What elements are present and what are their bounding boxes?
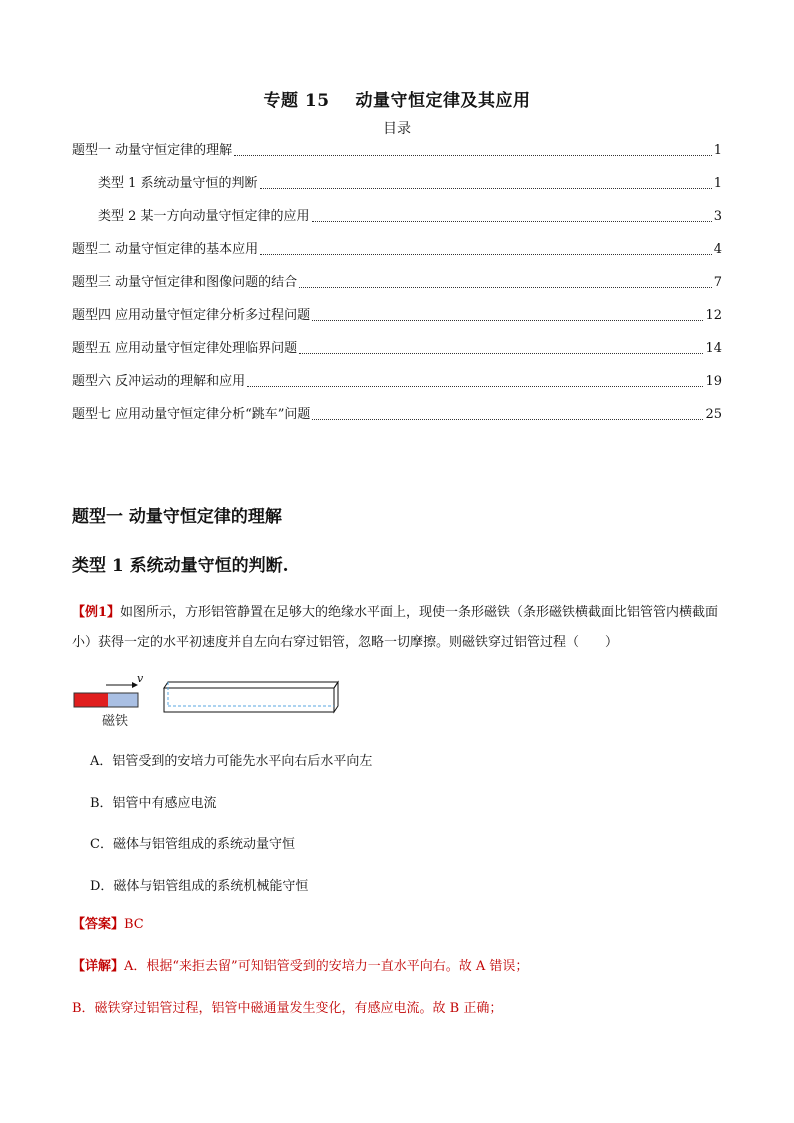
section-heading: 题型一 动量守恒定律的理解	[72, 507, 282, 527]
toc-entry[interactable]	[98, 206, 722, 226]
toc-entry-label: 题型四 应用动量守恒定律分析多过程问题	[72, 308, 311, 323]
toc-dot-leader	[247, 385, 703, 387]
toc-dot-leader	[260, 187, 712, 189]
toc-dot-leader	[312, 220, 712, 222]
toc-entry-label: 题型七 应用动量守恒定律分析“跳车”问题	[72, 407, 311, 422]
toc-dot-leader	[260, 253, 712, 255]
toc-entry-page: 14	[705, 341, 722, 356]
answer-tag: 【答案】	[72, 917, 125, 932]
toc-dot-leader	[299, 352, 703, 354]
document-title	[0, 86, 794, 111]
toc-entry[interactable]	[72, 140, 722, 160]
toc-dot-leader	[234, 154, 712, 156]
detail-text-b: B．磁铁穿过铝管过程，铝管中磁通量发生变化，有感应电流。故 B 正确；	[72, 1001, 503, 1016]
velocity-arrow	[106, 682, 138, 688]
toc-entry-page: 1	[713, 176, 722, 191]
toc-heading: 目录	[383, 121, 411, 137]
subsection-heading: 类型 1 系统动量守恒的判断.	[72, 556, 289, 576]
toc-entry-label: 题型三 动量守恒定律和图像问题的结合	[72, 275, 298, 290]
toc-entry-page: 12	[705, 308, 722, 323]
toc-entry[interactable]	[72, 239, 722, 259]
toc-entry-page: 19	[705, 374, 722, 389]
velocity-label: v	[137, 672, 144, 685]
detail-text-a: A．根据“来拒去留”可知铝管受到的安培力一直水平向右。故 A 错误；	[124, 959, 529, 974]
toc-entry-label: 题型五 应用动量守恒定律处理临界问题	[72, 341, 298, 356]
toc-entry-page: 7	[713, 275, 722, 290]
toc-entry-page: 3	[713, 209, 722, 224]
toc-dot-leader	[312, 418, 703, 420]
detail-tag: 【详解】	[72, 959, 125, 974]
toc-entry-page: 4	[713, 242, 722, 257]
toc-entry-page: 1	[713, 143, 722, 158]
toc-entry[interactable]	[72, 404, 722, 424]
toc-entry[interactable]	[72, 371, 722, 391]
toc-entry[interactable]	[72, 272, 722, 292]
toc-dot-leader	[299, 286, 712, 288]
magnet-south-half	[108, 693, 138, 707]
title-topic-name: 动量守恒定律及其应用	[355, 91, 531, 111]
title-topic-number: 专题 15	[263, 91, 330, 111]
example-tag: 【例1】	[72, 605, 121, 620]
answer-value: BC	[124, 917, 144, 932]
toc-entry-label: 题型六 反冲运动的理解和应用	[72, 374, 246, 389]
toc-entry-page: 25	[705, 407, 722, 422]
detail-line-1	[72, 952, 724, 982]
option-a: A．铝管受到的安培力可能先水平向右后水平向左	[90, 754, 373, 769]
toc-dot-leader	[312, 319, 703, 321]
example-text: 如图所示，方形铝管静置在足够大的绝缘水平面上，现使一条形磁铁（条形磁铁横截面比铝管管内横截面小）获得一定的水平初速度并自左向右穿过铝管，忽略一切摩擦。则磁铁穿过铝管过程（ ）	[72, 605, 719, 650]
magnet-label: 磁铁	[102, 714, 129, 729]
toc-entry-label: 题型一 动量守恒定律的理解	[72, 143, 233, 158]
aluminum-tube	[164, 682, 338, 712]
toc-entry-label: 类型 2 某一方向动量守恒定律的应用	[98, 209, 310, 224]
toc-entry[interactable]	[72, 305, 722, 325]
toc-entry-label: 类型 1 系统动量守恒的判断	[98, 176, 258, 191]
toc-entry[interactable]	[72, 338, 722, 358]
option-c: C．磁体与铝管组成的系统动量守恒	[90, 837, 295, 852]
answer-line	[72, 910, 724, 940]
option-d: D．磁体与铝管组成的系统机械能守恒	[90, 879, 309, 894]
magnet-north-half	[74, 693, 108, 707]
toc-entry[interactable]	[98, 173, 722, 193]
example-question	[72, 598, 724, 658]
option-b: B．铝管中有感应电流	[90, 796, 217, 811]
detail-line-2	[72, 994, 724, 1024]
toc-entry-label: 题型二 动量守恒定律的基本应用	[72, 242, 259, 257]
